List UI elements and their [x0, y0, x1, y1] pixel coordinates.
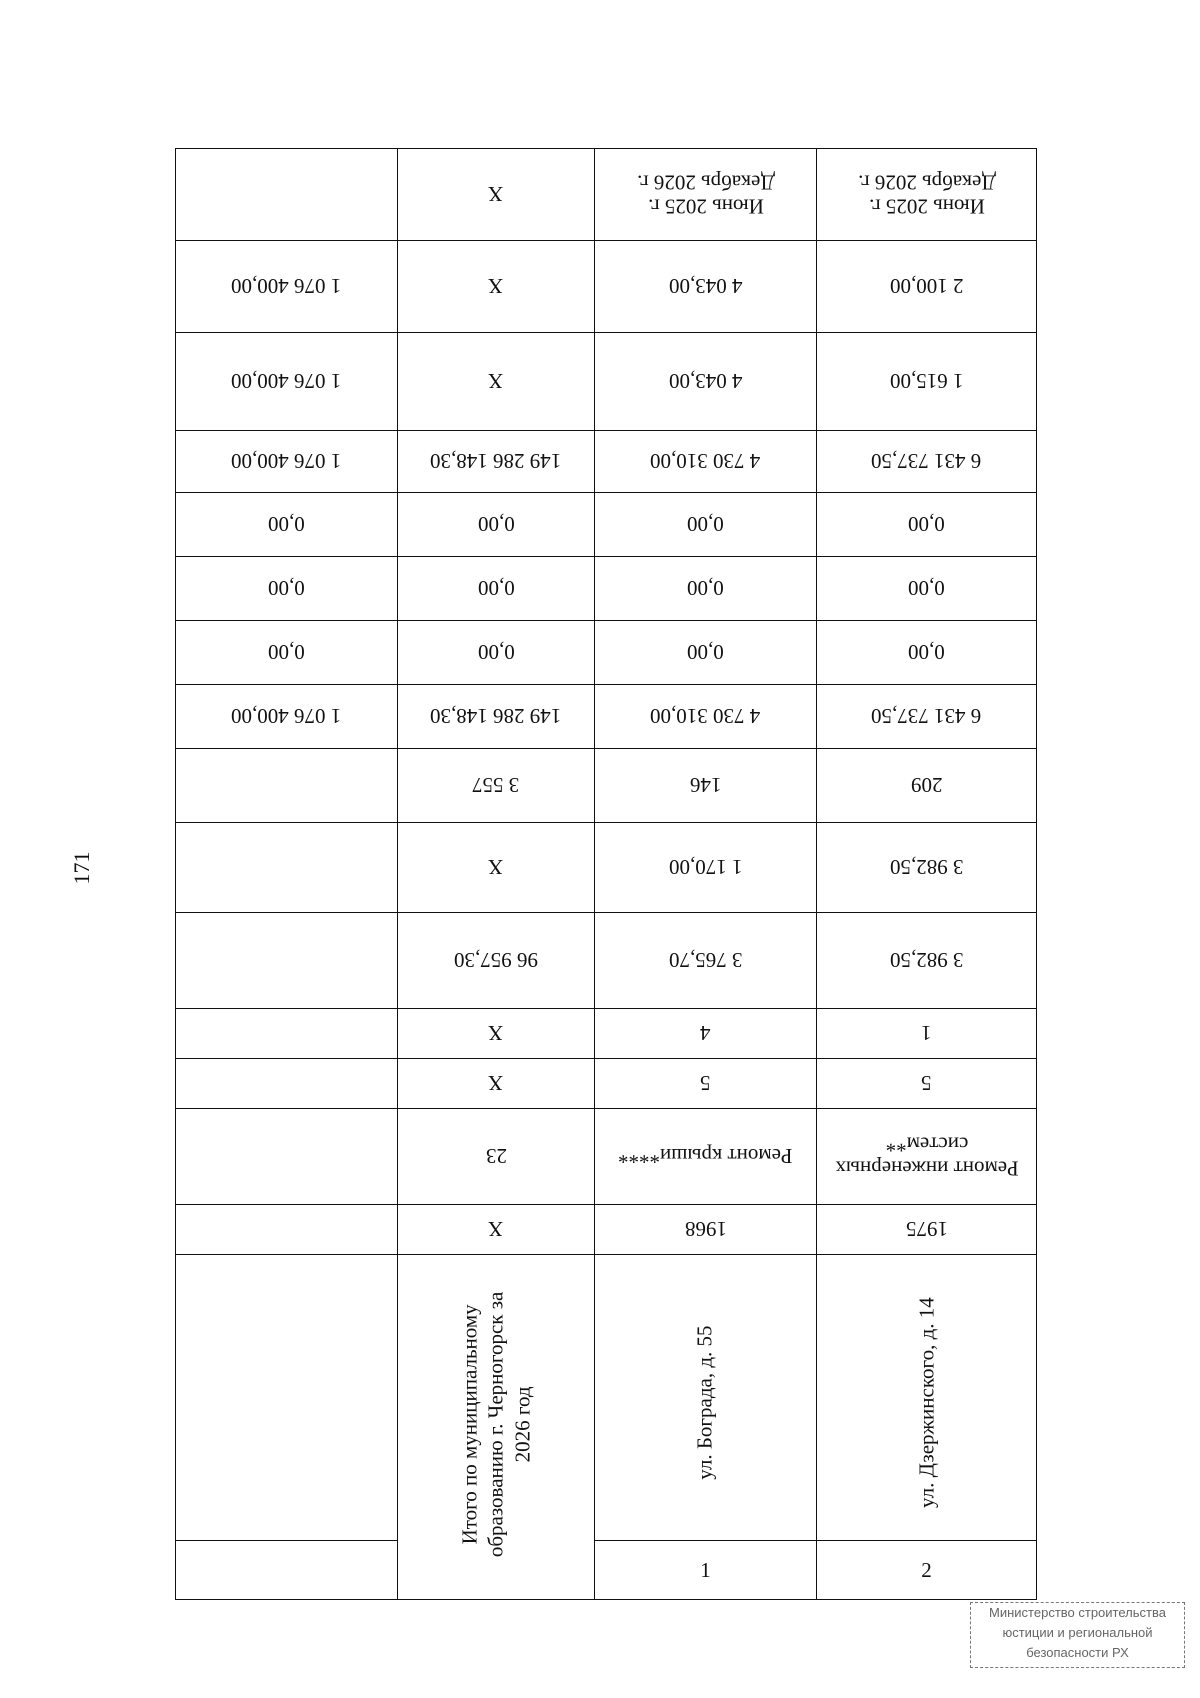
address-text: ул. Бограда, д. 55: [692, 1325, 717, 1480]
table-row: [175, 492, 1037, 556]
table-cell: [175, 748, 397, 822]
table-cell: 4 730 310,00: [594, 430, 816, 492]
table-cell: Х: [397, 1058, 594, 1108]
table-cell: 6 431 737,50: [816, 430, 1037, 492]
table-row: [175, 240, 1037, 332]
table-cell: 0,00: [175, 492, 397, 556]
table-cell: 5: [816, 1058, 1037, 1108]
address-text: ул. Дзержинского, д. 14: [914, 1297, 939, 1508]
table-row: [175, 748, 1037, 822]
table-row-work-type: [175, 1108, 1037, 1204]
table-cell: 209: [816, 748, 1037, 822]
table-cell: 0,00: [175, 620, 397, 684]
table-cell-address: [594, 1254, 816, 1600]
table-row-period: [175, 148, 1037, 240]
table-cell: 1968: [594, 1204, 816, 1254]
table-cell: 1 076 400,00: [175, 430, 397, 492]
rotated-table: [175, 148, 1037, 1600]
table-cell: 0,00: [816, 492, 1037, 556]
item-number: 1: [700, 1557, 711, 1582]
table-cell: 1: [816, 1008, 1037, 1058]
table-cell: 96 957,30: [397, 912, 594, 1008]
table-cell: 6 431 737,50: [816, 684, 1037, 748]
table-cell-address: [816, 1254, 1037, 1600]
table-cell: 1975: [816, 1204, 1037, 1254]
table-cell: Х: [397, 240, 594, 332]
table-cell: [175, 822, 397, 912]
table-cell: [175, 1108, 397, 1204]
table-cell: Х: [397, 1008, 594, 1058]
table-cell: Ремонт инженерных систем**: [816, 1108, 1037, 1204]
table-cell: 0,00: [594, 620, 816, 684]
item-number: 2: [921, 1557, 932, 1582]
ministry-stamp: Министерство строительства юстиции и региональной безопасности РХ: [970, 1602, 1185, 1668]
table-cell: 1 076 400,00: [175, 684, 397, 748]
table-cell: 1 170,00: [594, 822, 816, 912]
table-cell-total: [397, 1254, 594, 1600]
table-row: [175, 912, 1037, 1008]
table-row-year: [175, 1204, 1037, 1254]
table-cell: 0,00: [397, 492, 594, 556]
table-cell: [175, 1254, 397, 1600]
page-number: 171: [69, 851, 94, 885]
table-cell: 0,00: [397, 620, 594, 684]
table-cell: [175, 1204, 397, 1254]
table-cell: 0,00: [594, 556, 816, 620]
table-cell: 2 100,00: [816, 240, 1037, 332]
table-cell: 4 730 310,00: [594, 684, 816, 748]
table-cell: Х: [397, 148, 594, 240]
table-cell: [175, 1008, 397, 1058]
table-cell: Июнь 2025 г. Декабрь 2026 г.: [816, 148, 1037, 240]
table-cell: 0,00: [175, 556, 397, 620]
table-row-addresses: [175, 1254, 1037, 1600]
table-cell: 1 076 400,00: [175, 240, 397, 332]
table-cell: 4 043,00: [594, 332, 816, 430]
total-label: Итого по муниципальному образованию г. Черногорск за 2026 год: [457, 1291, 535, 1558]
table-cell: 5: [594, 1058, 816, 1108]
table-cell: 1 076 400,00: [175, 332, 397, 430]
table-row: [175, 620, 1037, 684]
table-row: [175, 430, 1037, 492]
table-cell: 3 982,50: [816, 912, 1037, 1008]
table-cell: 0,00: [397, 556, 594, 620]
table-cell: 0,00: [816, 556, 1037, 620]
table-cell: [175, 148, 397, 240]
table-cell: Х: [397, 822, 594, 912]
table-cell: 4 043,00: [594, 240, 816, 332]
table-cell: Х: [397, 332, 594, 430]
table-cell: Х: [397, 1204, 594, 1254]
table-cell: 4: [594, 1008, 816, 1058]
table-cell: [175, 912, 397, 1008]
table-row: [175, 1058, 1037, 1108]
table-cell: 23: [397, 1108, 594, 1204]
table-cell: Ремонт крыши****: [594, 1108, 816, 1204]
table-cell: 1 615,00: [816, 332, 1037, 430]
table-row: [175, 822, 1037, 912]
table-cell: 149 286 148,30: [397, 430, 594, 492]
table-cell: 0,00: [816, 620, 1037, 684]
table-cell: 0,00: [594, 492, 816, 556]
table-row: [175, 684, 1037, 748]
table-cell: 149 286 148,30: [397, 684, 594, 748]
table-cell: 3 982,50: [816, 822, 1037, 912]
table-cell: 3 557: [397, 748, 594, 822]
table-row: [175, 556, 1037, 620]
table-row: [175, 332, 1037, 430]
table-cell: 146: [594, 748, 816, 822]
table-cell: Июнь 2025 г. Декабрь 2026 г.: [594, 148, 816, 240]
table-cell: [175, 1058, 397, 1108]
table-row: [175, 1008, 1037, 1058]
table-cell: 3 765,70: [594, 912, 816, 1008]
